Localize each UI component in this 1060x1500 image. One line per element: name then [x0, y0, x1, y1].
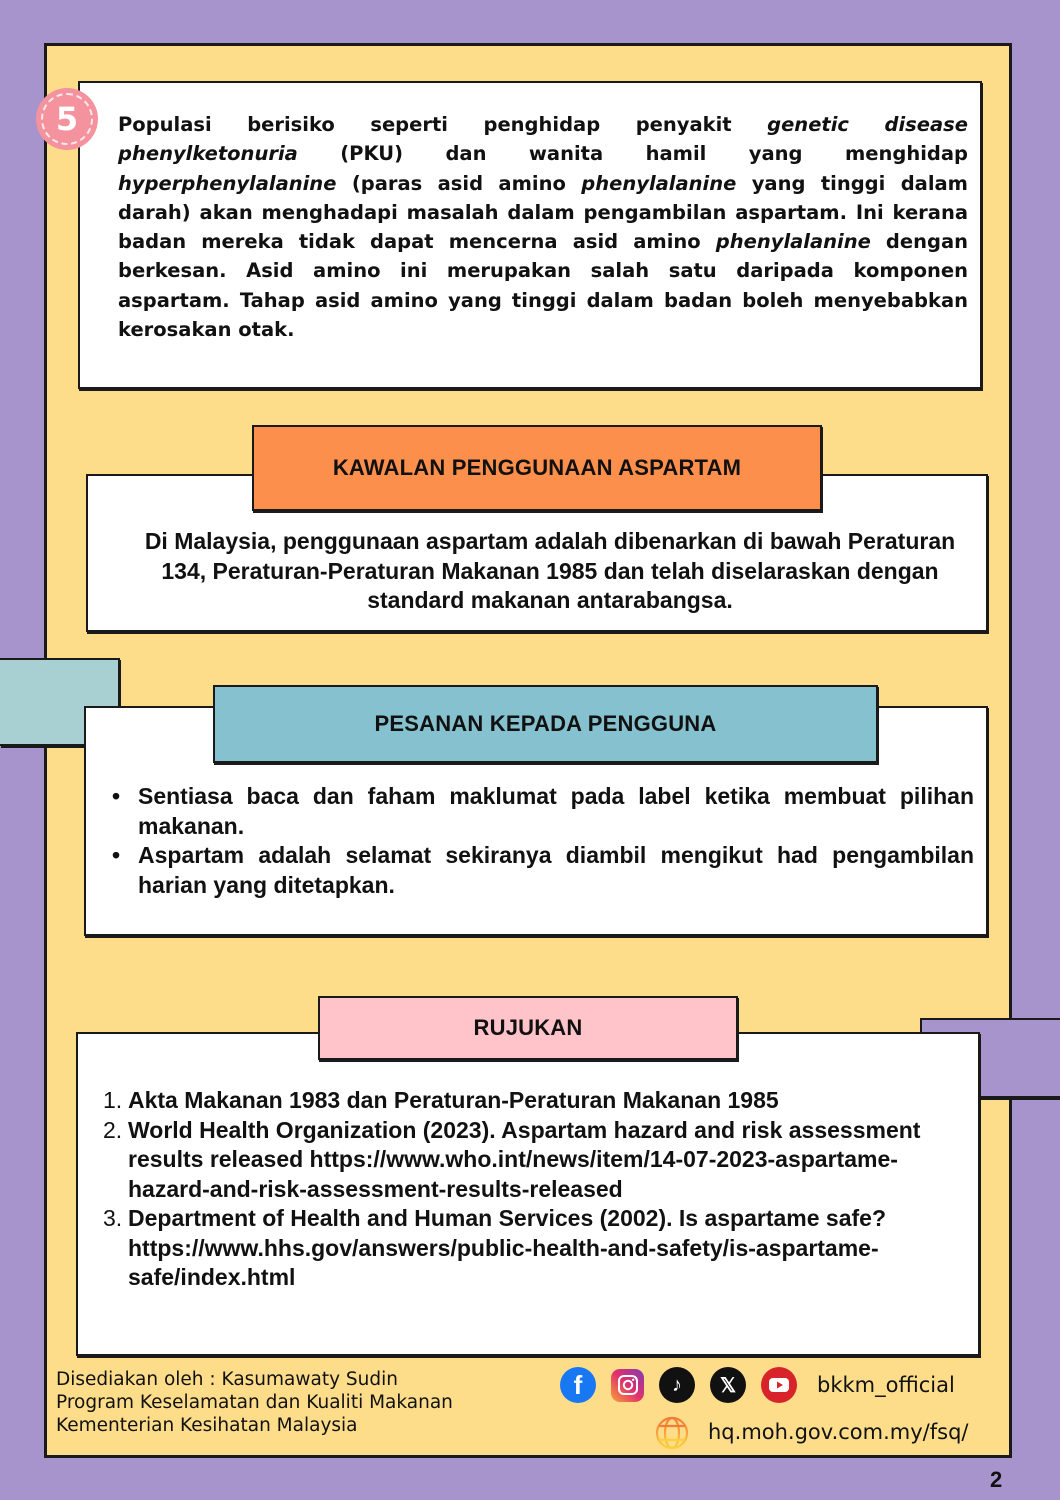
- globe-icon: [655, 1416, 689, 1450]
- paragraph-run: dengan berkesan. Asid amino ini merupakan salah satu daripada komponen aspartam. Tahap asid amino yang tinggi dalam badan boleh menyebabkan kerosakan otak.: [118, 230, 968, 342]
- credits: [56, 1368, 453, 1437]
- paragraph-run: (paras asid amino: [336, 171, 582, 195]
- reference-list: [98, 1086, 978, 1293]
- credit-line: Program Keselamatan dan Kualiti Makanan: [56, 1392, 453, 1413]
- credit-line: Kementerian Kesihatan Malaysia: [56, 1415, 358, 1436]
- website-link[interactable]: hq.moh.gov.com.my/fsq/: [708, 1420, 969, 1444]
- pesanan-heading: PESANAN KEPADA PENGGUNA: [213, 685, 878, 763]
- step-number-badge: 5: [36, 88, 98, 150]
- paragraph-run: (PKU) dan wanita hamil yang menghidap: [297, 142, 968, 166]
- reference-item: 2. World Health Organization (2023). Aspartam hazard and risk assessment results released https://www.who.int/news/item/14-07-2023-aspartame-hazard-and-risk-assessment-results-released: [103, 1116, 921, 1202]
- kawalan-text: Di Malaysia, penggunaan aspartam adalah dibenarkan di bawah Peraturan 134, Peraturan-Peraturan Makanan 1985 dan telah diselaraskan dengan standard makanan antarabangsa.: [144, 528, 956, 613]
- italic-term: genetic disease phenylketonuria: [118, 113, 968, 166]
- credit-line: Disediakan oleh : Kasumawaty Sudin: [56, 1369, 399, 1390]
- instagram-icon[interactable]: [611, 1369, 644, 1402]
- italic-term: hyperphenylalanine: [118, 171, 337, 195]
- social-handle[interactable]: bkkm_official: [817, 1373, 955, 1397]
- tiktok-icon[interactable]: ♪: [659, 1367, 695, 1403]
- pesanan-item: • Aspartam adalah selamat sekiranya diambil mengikut had pengambilan harian yang ditetapkan.: [108, 841, 974, 900]
- reference-link[interactable]: Department of Health and Human Services (2002). Is aspartame safe?https://www.hhs.gov/answers/public-health-and-safety/is-aspartame-safe/index.html: [128, 1205, 887, 1290]
- page-number: 2: [990, 1467, 1003, 1492]
- reference-item: 1. Akta Makanan 1983 dan Peraturan-Peraturan Makanan 1985: [103, 1087, 779, 1113]
- youtube-icon[interactable]: [761, 1367, 797, 1403]
- section-5-paragraph: [118, 110, 968, 344]
- rujukan-heading: RUJUKAN: [318, 996, 738, 1060]
- paragraph-run: Populasi berisiko seperti penghidap penyakit: [118, 113, 768, 136]
- pesanan-item: • Sentiasa baca dan faham maklumat pada label ketika membuat pilihan makanan.: [108, 782, 974, 841]
- reference-link[interactable]: World Health Organization (2023). Aspartam hazard and risk assessment results released https://www.who.int/news/item/14-07-2023-aspartame-hazard-and-risk-assessment-results-released: [128, 1116, 921, 1202]
- x-icon[interactable]: 𝕏: [710, 1367, 746, 1403]
- paragraph-run: yang tinggi dalam darah) akan menghadapi masalah dalam pengambilan aspartam. Ini kerana badan mereka tidak dapat mencerna asid amino: [118, 171, 968, 254]
- kawalan-heading: KAWALAN PENGGUNAAN ASPARTAM: [252, 425, 822, 511]
- facebook-icon[interactable]: f: [560, 1367, 596, 1403]
- reference-item: 3. Department of Health and Human Services (2002). Is aspartame safe?https://www.hhs.gov/answers/public-health-and-safety/is-aspartame-safe/index.html: [103, 1205, 887, 1290]
- pesanan-list: [108, 782, 974, 900]
- italic-term: phenylalanine: [715, 230, 871, 254]
- italic-term: phenylalanine: [581, 171, 737, 195]
- social-icons: [560, 1367, 797, 1403]
